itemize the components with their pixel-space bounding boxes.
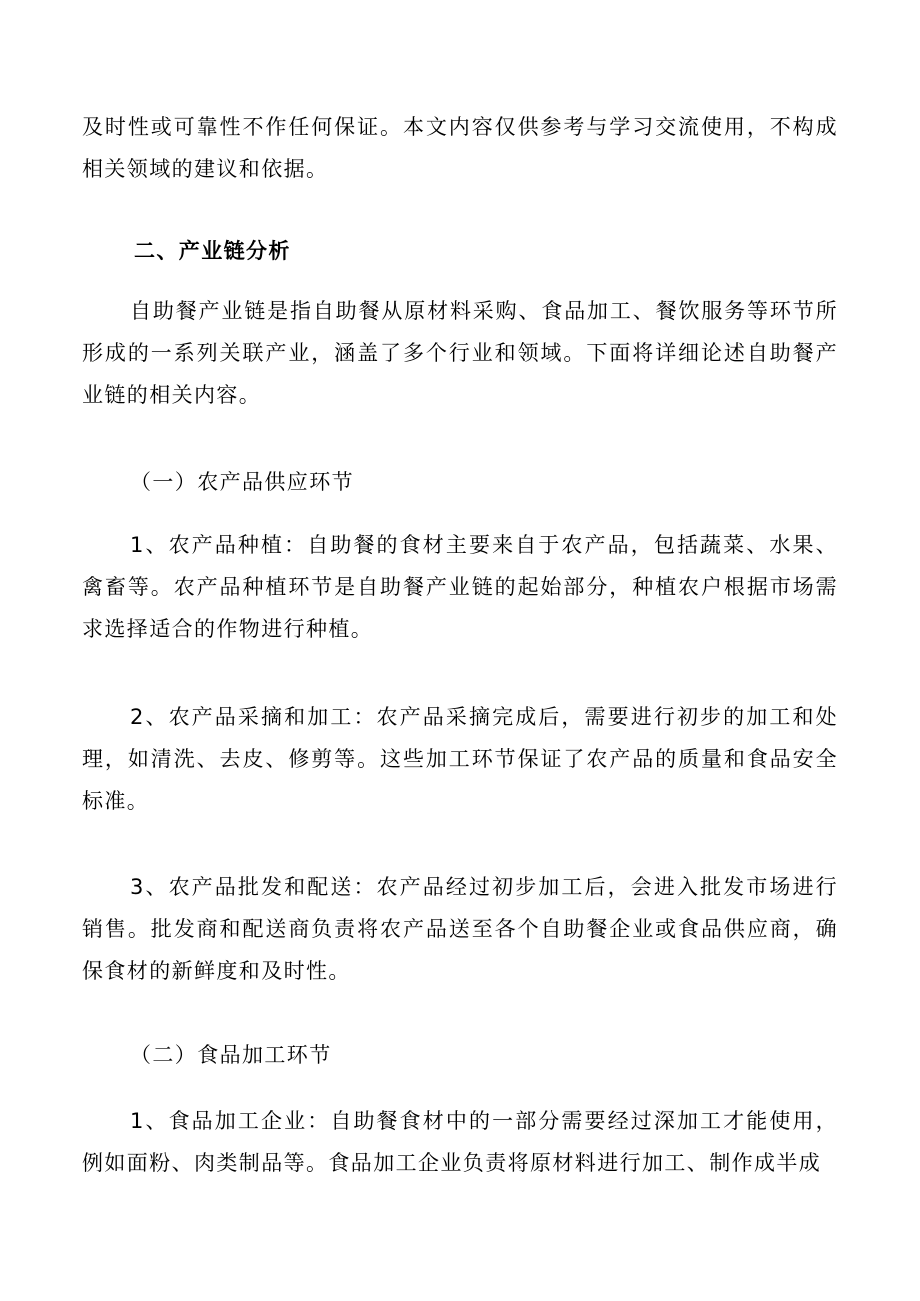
section-heading: 二、产业链分析 (134, 239, 291, 263)
subheading-agricultural-supply: （一）农产品供应环节 (130, 470, 354, 494)
paragraph-intro-tail: 及时性或可靠性不作任何保证。本文内容仅供参考与学习交流使用，不构成相关领域的建议和依据。 (82, 115, 838, 181)
paragraph-harvest-processing: 2、农产品采摘和加工：农产品采摘完成后，需要进行初步的加工和处理，如清洗、去皮、修剪等。这些加工环节保证了农产品的质量和食品安全标准。 (82, 705, 838, 813)
paragraph-food-processing-enterprise: 1、食品加工企业：自助餐食材中的一部分需要经过深加工才能使用，例如面粉、肉类制品等。食品加工企业负责将原材料进行加工、制作成半成 (82, 1109, 838, 1175)
paragraph-wholesale-distribution: 3、农产品批发和配送：农产品经过初步加工后，会进入批发市场进行销售。批发商和配送商负责将农产品送至各个自助餐企业或食品供应商，确保食材的新鲜度和及时性。 (82, 875, 838, 983)
paragraph-planting: 1、农产品种植：自助餐的食材主要来自于农产品，包括蔬菜、水果、禽畜等。农产品种植环节是自助餐产业链的起始部分，种植农户根据市场需求选择适合的作物进行种植。 (82, 533, 838, 641)
paragraph-overview: 自助餐产业链是指自助餐从原材料采购、食品加工、餐饮服务等环节所形成的一系列关联产业，涵盖了多个行业和领域。下面将详细论述自助餐产业链的相关内容。 (82, 299, 838, 407)
subheading-food-processing: （二）食品加工环节 (130, 1043, 332, 1067)
